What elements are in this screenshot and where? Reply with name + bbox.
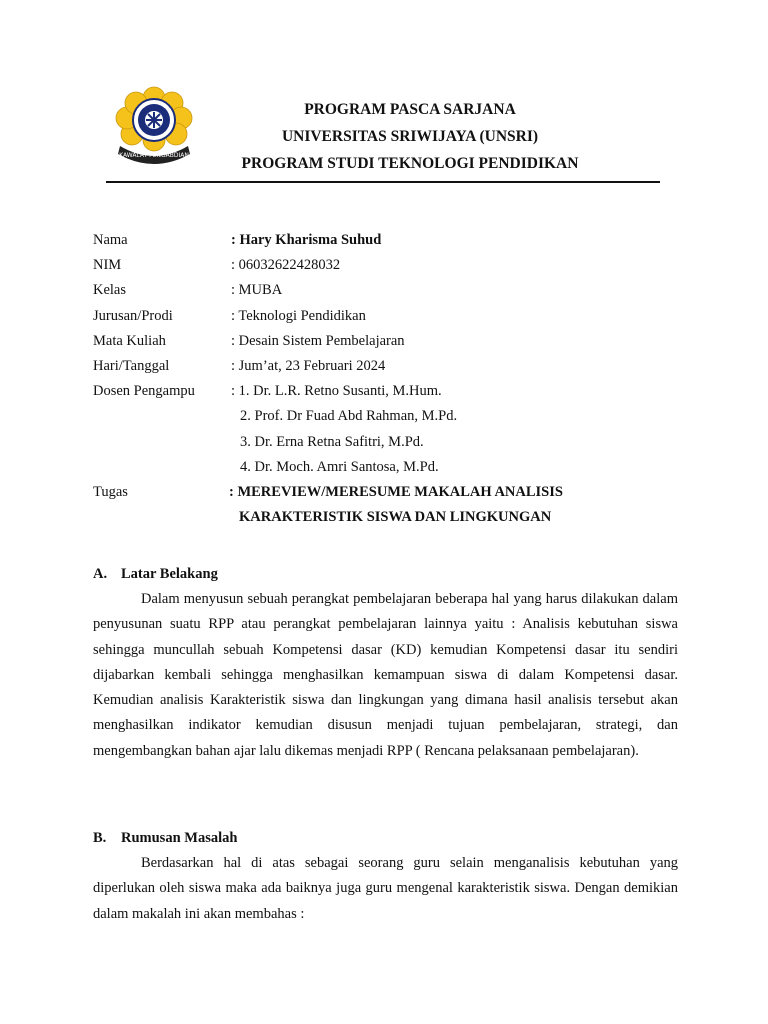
tugas-value: : MEREVIEW/MERESUME MAKALAH ANALISIS xyxy=(229,483,563,500)
tugas-value-continued: KARAKTERISTIK SISWA DAN LINGKUNGAN xyxy=(239,509,552,526)
dosen-item: : 1. Dr. L.R. Retno Susanti, M.Hum. xyxy=(231,383,442,400)
nim-label: NIM xyxy=(93,257,122,274)
nama-value: : Hary Kharisma Suhud xyxy=(231,232,382,248)
dosen-item: 4. Dr. Moch. Amri Santosa, M.Pd. xyxy=(240,458,439,475)
header-line-university: UNIVERSITAS SRIWIJAYA (UNSRI) xyxy=(281,128,539,145)
section-a-number: A. xyxy=(93,566,108,582)
jurusan-value: : Teknologi Pendidikan xyxy=(231,307,366,324)
university-logo xyxy=(110,84,198,168)
section-a-heading xyxy=(93,562,218,587)
nim-value: : 06032622428032 xyxy=(231,257,341,274)
kelas-label: Kelas xyxy=(93,282,127,299)
section-a-paragraph: Dalam menyusun sebuah perangkat pembelajaran beberapa hal yang harus dilakukan dalam penyusunan suatu RPP atau perangkat pembelajaran lainnya yaitu : Analisis kebutuhan siswa sehingga muncullah sebuah Kompetensi dasar (KD) kemudian Kompetensi dasar itu sendiri dijabarkan kembali sehingga menghasilkan kemampuan siswa di dalam Kompetensi dasar. Kemudian analisis Karakteristik siswa dan lingkungan yang dimana hasil analisis tersebut akan menghasilkan indikator kemudian disusun menjadi tujuan pembelajaran, strategi, dan mengembangkan bahan ajar lalu dikemas menjadi RPP ( Rencana pelaksanaan pembelajaran). xyxy=(93,591,678,759)
kelas-value: : MUBA xyxy=(231,282,283,299)
dosen-item: 2. Prof. Dr Fuad Abd Rahman, M.Pd. xyxy=(240,408,458,425)
svg-text:KAWALAT PENGABDIAN: KAWALAT PENGABDIAN xyxy=(119,152,189,159)
tugas-label: Tugas xyxy=(93,483,128,500)
section-b-title: Rumusan Masalah xyxy=(121,830,238,846)
jurusan-label: Jurusan/Prodi xyxy=(93,307,173,324)
section-b-paragraph: Berdasarkan hal di atas sebagai seorang guru selain menganalisis kebutuhan yang diperlukan oleh siswa maka ada baiknya juga guru mengenal karakteristik siswa. Dengan demikian dalam makalah ini akan membahas : xyxy=(93,855,678,922)
letterhead xyxy=(200,96,620,177)
mata-kuliah-value: : Desain Sistem Pembelajaran xyxy=(231,332,405,349)
section-a-title: Latar Belakang xyxy=(121,566,218,582)
header-divider xyxy=(106,181,660,183)
header-line-study-program: PROGRAM STUDI TEKNOLOGI PENDIDIKAN xyxy=(241,155,579,172)
header-line-program: PROGRAM PASCA SARJANA xyxy=(304,101,516,118)
tanggal-label: Hari/Tanggal xyxy=(93,357,170,374)
dosen-label: Dosen Pengampu xyxy=(93,383,195,400)
mata-kuliah-label: Mata Kuliah xyxy=(93,332,166,349)
section-b-number: B. xyxy=(93,830,107,846)
tanggal-value: : Jum’at, 23 Februari 2024 xyxy=(231,357,386,374)
dosen-item: 3. Dr. Erna Retna Safitri, M.Pd. xyxy=(240,433,424,450)
nama-label: Nama xyxy=(93,232,128,248)
section-b-heading xyxy=(93,826,237,851)
